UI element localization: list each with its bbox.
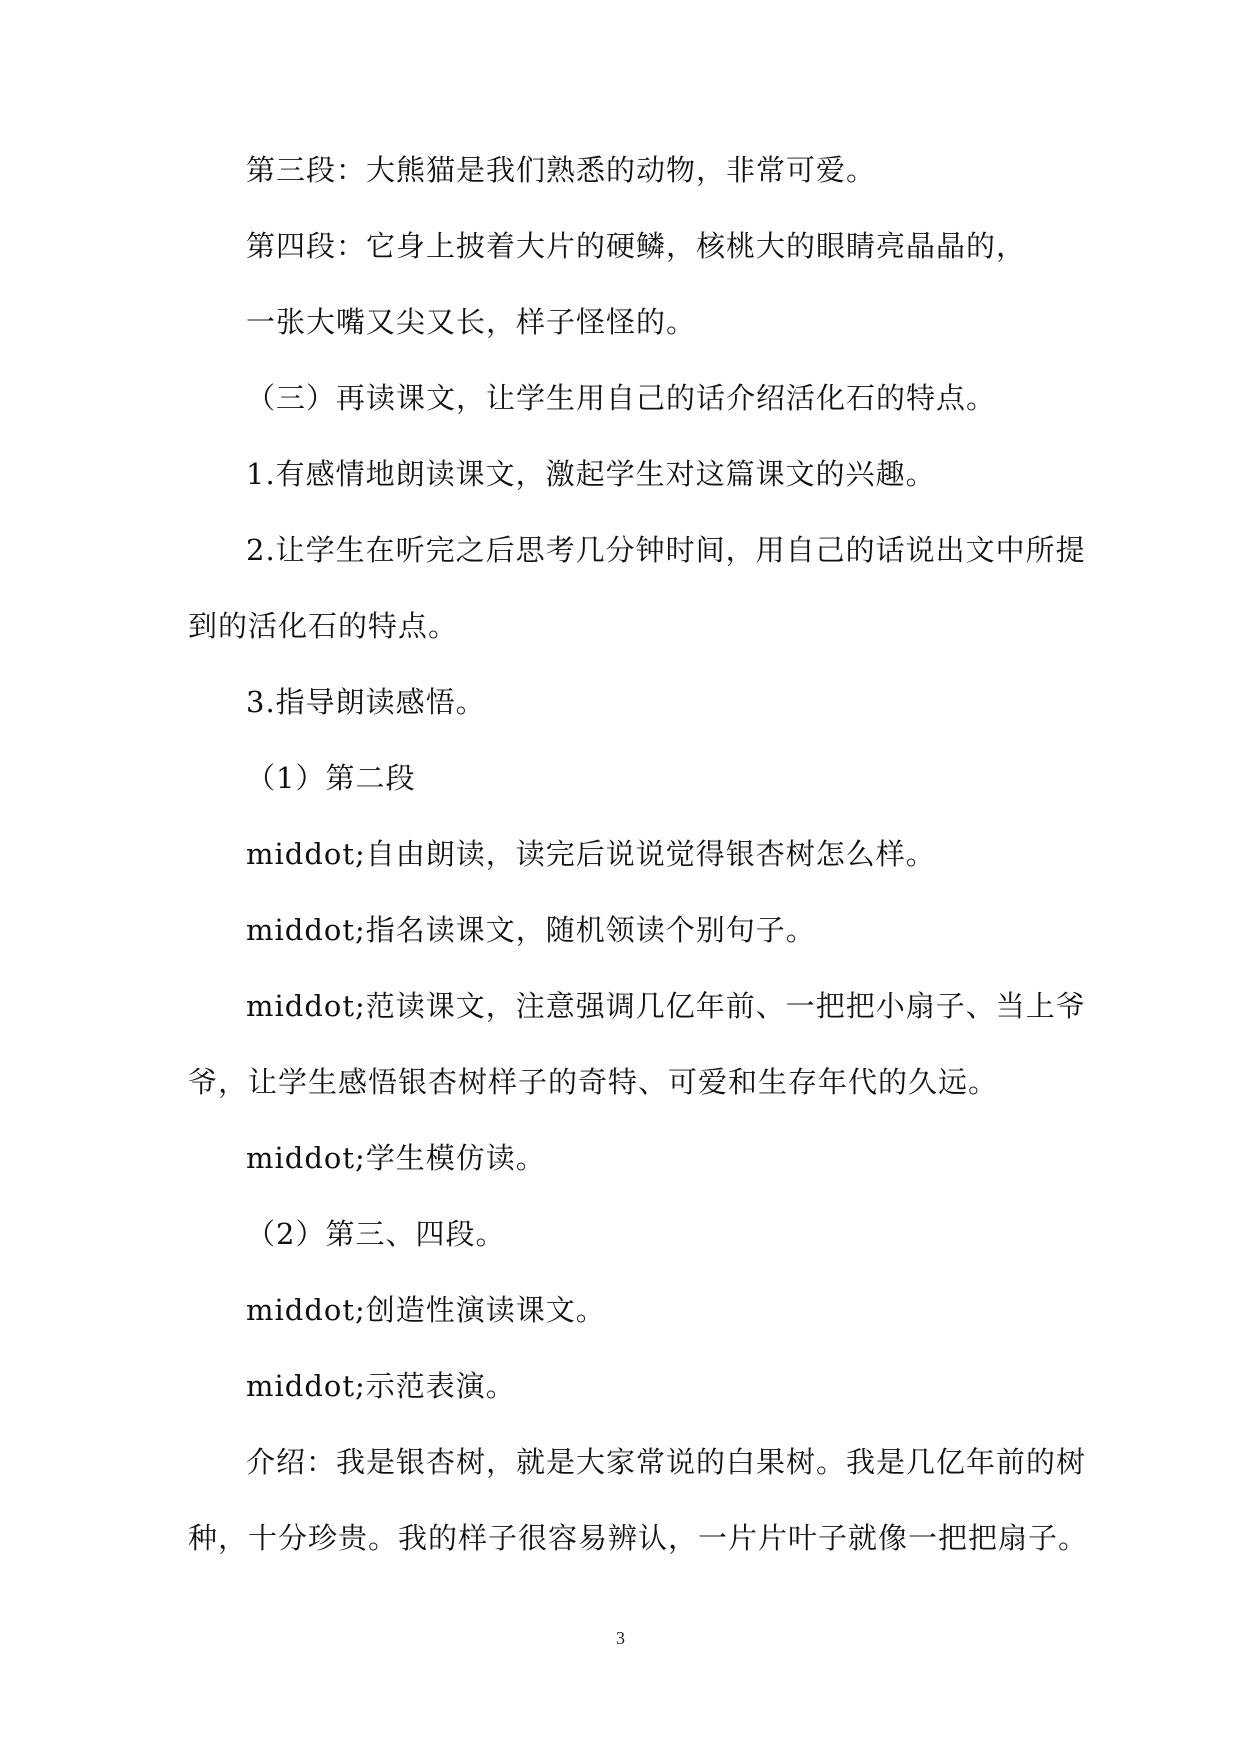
text-line: 爷，让学生感悟银杏树样子的奇特、可爱和生存年代的久远。 (188, 1065, 999, 1099)
text-line: 2.让学生在听完之后思考几分钟时间，用自己的话说出文中所提 (246, 533, 1086, 567)
text-line: middot;自由朗读，读完后说说觉得银杏树怎么样。 (246, 837, 936, 871)
text-line: 3.指导朗读感悟。 (246, 685, 486, 719)
text-line: middot;示范表演。 (246, 1369, 516, 1403)
text-line: 1.有感情地朗读课文，激起学生对这篇课文的兴趣。 (246, 457, 936, 491)
text-line: middot;范读课文，注意强调几亿年前、一把把小扇子、当上爷 (246, 989, 1086, 1023)
text-line: （1）第二段 (246, 761, 416, 795)
text-line: 介绍：我是银杏树，就是大家常说的白果树。我是几亿年前的树 (246, 1445, 1087, 1479)
text-line: middot;指名读课文，随机领读个别句子。 (246, 913, 816, 947)
text-line: 一张大嘴又尖又长，样子怪怪的。 (246, 305, 697, 339)
text-line: 到的活化石的特点。 (188, 609, 459, 643)
text-line: 第三段：大熊猫是我们熟悉的动物，非常可爱。 (246, 153, 877, 187)
text-line: middot;创造性演读课文。 (246, 1293, 606, 1327)
page-number: 3 (616, 1628, 625, 1648)
text-line: （2）第三、四段。 (246, 1217, 506, 1251)
text-line: （三）再读课文，让学生用自己的话介绍活化石的特点。 (246, 381, 997, 415)
text-line: 种，十分珍贵。我的样子很容易辨认，一片片叶子就像一把把扇子。 (188, 1521, 1089, 1555)
text-line: 第四段：它身上披着大片的硬鳞，核桃大的眼睛亮晶晶的， (246, 229, 1027, 263)
text-line: middot;学生模仿读。 (246, 1141, 546, 1175)
